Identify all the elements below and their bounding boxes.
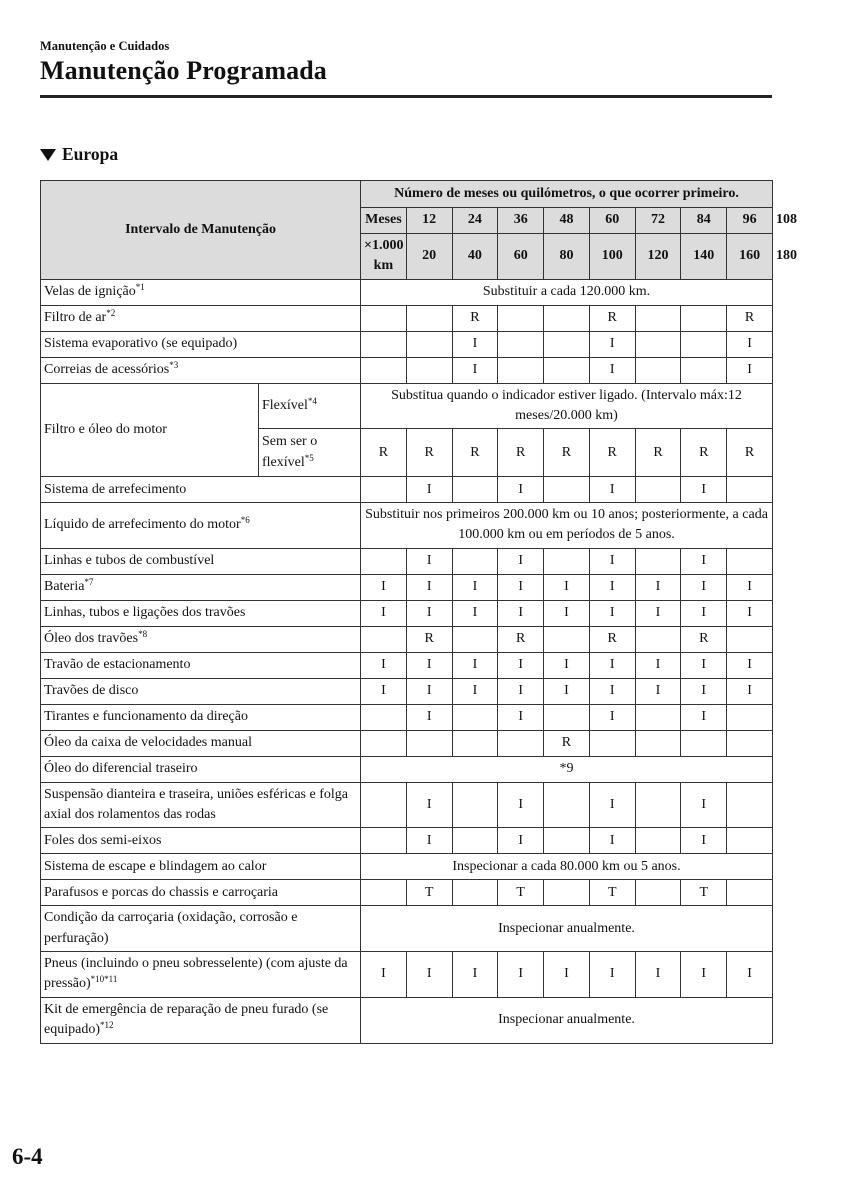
schedule-cell: I [635,574,681,600]
schedule-cell [635,626,681,652]
schedule-cell [635,880,681,906]
schedule-cell: I [589,678,635,704]
row-label-text: Tirantes e funcionamento da direção [44,709,248,725]
row-label-text: Bateria [44,579,85,595]
schedule-cell: R [544,429,590,477]
row-label-text: Líquido de arrefecimento do motor [44,517,241,533]
footnote-ref: *1 [135,281,145,292]
row-label-text: Condição da carroçaria (oxidação, corrosão e perfuração) [44,910,298,946]
row-label [41,383,259,477]
row-note: Inspecionar a cada 80.000 km ou 5 anos. [361,854,773,880]
schedule-cell [544,626,590,652]
row-label-text: Sem ser o flexível [262,434,318,470]
row-label-text: Sistema de escape e blindagem ao calor [44,858,267,874]
schedule-cell: I [361,600,407,626]
row-label-text: Suspensão dianteira e traseira, uniões esféricas e folga axial dos rolamentos das rodas [44,786,348,823]
region-label: Europa [62,144,119,164]
schedule-cell: I [589,477,635,503]
schedule-cell: I [452,600,498,626]
row-label-text: Velas de ignição [44,283,136,299]
schedule-cell: R [681,429,727,477]
schedule-cell: R [589,626,635,652]
row-label [41,997,361,1043]
schedule-cell: I [361,574,407,600]
months-col-header: 24 [452,208,498,234]
schedule-cell [361,828,407,854]
schedule-cell: I [406,574,452,600]
schedule-cell: I [727,600,773,626]
schedule-cell [544,704,590,730]
title-rule [40,95,772,98]
row-label-text: Foles dos semi-eixos [44,832,162,848]
km-col-header: 80 [544,234,590,280]
schedule-cell: I [406,704,452,730]
page-title: Manutenção Programada [40,56,327,85]
table-row [41,880,773,906]
interval-top-header: Número de meses ou quilómetros, o que ocorrer primeiro. [361,181,773,208]
schedule-cell [681,730,727,756]
table-row [41,782,773,828]
schedule-cell: I [406,828,452,854]
row-label-text: Filtro e óleo do motor [44,421,167,437]
row-label [41,357,361,383]
schedule-cell [361,357,407,383]
schedule-cell: I [727,357,773,383]
table-row [41,652,773,678]
schedule-cell [544,477,590,503]
schedule-cell [452,477,498,503]
row-label-text: Parafusos e porcas do chassis e carroçaria [44,884,279,900]
row-note: Substituir nos primeiros 200.000 km ou 10 anos; posteriormente, a cada 100.000 km ou em períodos de 5 anos. [361,503,773,549]
region-heading [40,144,118,165]
footnote-ref: *4 [307,395,317,406]
schedule-cell [406,331,452,357]
footnote-ref: *5 [304,452,314,463]
row-label-text: Filtro de ar [44,309,107,325]
schedule-cell [452,730,498,756]
table-row [41,331,773,357]
maintenance-table: Intervalo de Manutenção Número de meses ou quilómetros, o que ocorrer primeiro. Meses 12 24 36 48 60 72 84 96 108 ×1.000 km 20 40 60 80 100 120 140 160 180 Velas de ignição$^{*1}$ Substituir a cada 120.000 km. Filtro de $ar^{*2}$ R R R Sistema evaporativo (se equipado) I I I Correias de acessórios$^{*3}$ I I I Filtro e óleo do motor Flexível$^{*4}$ Substitua quando o indicador estiver ligado. (Intervalo máx:12 meses/20.000 km) Sem ser o flexível$^{*5}$ R R R R R R R R R Sistema de arrefecimento I I I I Líquido de arrefecimento do motor$^{*6}$ Substituir nos primeiros 200.000 km ou 10 anos; posteriormente, a cada 100.000 km ou em períodos de 5 anos. Linhas e tubos de combustível I I I I Bateria$^{*7}$ I I I I I I I I I Linhas, tubos e ligações dos travões I I I I I I I I I Óleo dos travões$^{*8}$ R R R R Travão de estacionamento I I I I I I I I I Travões de disco I I I I I I I I I Tirantes e funcionamento da direção I I I I Óleo da caixa de velocidades manual R Óleo do diferencial traseiro *9 Suspensão dianteira e traseira, uniões esféricas e folga axial dos rolamentos das rodas I I I I Foles dos semi-eixos I I I I Sistema de escape e blindagem ao calor Inspecionar a cada 80.000 km ou 5 anos. Parafusos e porcas do chassis e carroçaria T T T T Condição da carroçaria (oxidação, corrosão e perfuração) Inspecionar anualmente. Pneus (incluindo o pneu sobresselente) (com ajuste da pressão)$^{*10*11}$ I I I I I I I I I Kit de emergência de reparação de pneu furado (se equipado)$^{*12}$ Inspecionar anualmente. [40,180,773,1044]
schedule-cell: I [727,331,773,357]
row-label [41,951,361,997]
schedule-cell: I [635,678,681,704]
table-row [41,383,773,429]
schedule-cell: I [498,951,544,997]
row-label-text: Pneus (incluindo o pneu sobresselente) (com ajuste da pressão) [44,956,348,992]
table-row [41,678,773,704]
schedule-cell [635,548,681,574]
row-label [41,477,361,503]
row-label-text: Linhas e tubos de combustível [44,553,215,569]
row-label-text: Flexível [262,397,308,413]
schedule-cell: I [544,678,590,704]
schedule-cell: I [406,600,452,626]
schedule-cell [361,730,407,756]
row-label-text: Óleo dos travões [44,631,139,647]
schedule-cell: I [498,678,544,704]
row-label [41,626,361,652]
row-label [41,652,361,678]
table-row [41,854,773,880]
schedule-cell [498,305,544,331]
row-label [41,828,361,854]
schedule-cell [727,477,773,503]
schedule-cell: I [498,574,544,600]
schedule-cell: I [589,951,635,997]
row-label [41,678,361,704]
schedule-cell [635,782,681,828]
table-row [41,477,773,503]
schedule-cell: T [406,880,452,906]
schedule-cell: I [589,652,635,678]
schedule-cell: I [498,600,544,626]
schedule-cell: T [589,880,635,906]
schedule-cell [727,704,773,730]
row-label-text: Sistema de arrefecimento [44,481,187,497]
row-note: *9 [361,756,773,782]
sub-row-label [259,429,361,477]
schedule-cell: I [498,477,544,503]
km-col-header: 140 [681,234,727,280]
schedule-cell: I [589,600,635,626]
schedule-cell: R [406,626,452,652]
table-row [41,600,773,626]
row-label-text: Travão de estacionamento [44,657,191,673]
schedule-cell [635,331,681,357]
schedule-cell: I [452,951,498,997]
table-row [41,626,773,652]
schedule-cell [498,730,544,756]
table-row [41,305,773,331]
table-row [41,279,773,305]
schedule-cell [452,880,498,906]
schedule-cell [544,548,590,574]
schedule-cell [635,730,681,756]
page-number: 6-4 [12,1144,43,1169]
schedule-cell: I [681,704,727,730]
schedule-cell: I [727,951,773,997]
months-col-header: 84 [681,208,727,234]
footnote-ref: *10*11 [90,974,118,985]
schedule-cell: I [727,652,773,678]
schedule-cell: I [544,600,590,626]
schedule-cell: I [681,828,727,854]
months-col-header: 36 [498,208,544,234]
schedule-cell: R [544,730,590,756]
schedule-cell [544,828,590,854]
schedule-cell: I [635,652,681,678]
schedule-cell [498,357,544,383]
row-label [41,730,361,756]
row-label-text: Sistema evaporativo (se equipado) [44,335,238,351]
row-label [41,782,361,828]
table-row [41,704,773,730]
km-col-header: 40 [452,234,498,280]
schedule-cell: I [406,548,452,574]
schedule-cell: I [681,678,727,704]
schedule-cell [635,828,681,854]
km-col-header: 100 [589,234,635,280]
schedule-cell: I [361,652,407,678]
schedule-cell [361,704,407,730]
schedule-cell: R [635,429,681,477]
schedule-cell [544,357,590,383]
table-row [41,906,773,952]
schedule-cell [681,305,727,331]
schedule-cell [452,548,498,574]
schedule-cell: R [452,305,498,331]
schedule-cell: I [452,331,498,357]
schedule-cell [727,548,773,574]
km-col-header: 120 [635,234,681,280]
schedule-cell: T [498,880,544,906]
row-label-text: Óleo do diferencial traseiro [44,761,198,777]
row-label-text: Linhas, tubos e ligações dos travões [44,605,246,621]
row-label-text: Kit de emergência de reparação de pneu furado (se equipado) [44,1001,329,1038]
row-label [41,305,361,331]
schedule-cell: R [406,429,452,477]
schedule-cell [452,782,498,828]
months-col-header: 96 [727,208,773,234]
row-label-text: Travões de disco [44,683,139,699]
schedule-cell [727,782,773,828]
schedule-cell [361,626,407,652]
months-col-header: 12 [406,208,452,234]
row-note: Inspecionar anualmente. [361,906,773,952]
schedule-cell [498,331,544,357]
schedule-cell [406,305,452,331]
row-label-text: Correias de acessórios [44,361,170,377]
schedule-cell: I [544,951,590,997]
schedule-cell: I [589,828,635,854]
schedule-cell [635,357,681,383]
schedule-cell [406,357,452,383]
table-row [41,503,773,549]
schedule-cell: I [498,548,544,574]
km-label: ×1.000 km [361,234,407,280]
schedule-cell: I [406,652,452,678]
table-row [41,574,773,600]
schedule-cell [727,828,773,854]
schedule-cell [406,730,452,756]
schedule-cell: R [361,429,407,477]
schedule-cell: I [681,782,727,828]
schedule-cell [727,880,773,906]
schedule-cell: I [635,951,681,997]
schedule-cell: I [681,477,727,503]
schedule-cell: R [498,429,544,477]
schedule-cell: I [498,652,544,678]
km-col-header: 160 [727,234,773,280]
row-label [41,600,361,626]
schedule-cell [635,477,681,503]
row-label [41,574,361,600]
schedule-cell [727,730,773,756]
schedule-cell: I [406,782,452,828]
row-label [41,704,361,730]
schedule-cell [452,828,498,854]
schedule-cell: I [361,951,407,997]
schedule-cell [361,477,407,503]
schedule-cell [681,357,727,383]
schedule-cell [544,305,590,331]
schedule-cell [589,730,635,756]
months-col-header: 72 [635,208,681,234]
schedule-cell: I [406,951,452,997]
schedule-cell: I [452,678,498,704]
row-label [41,503,361,549]
schedule-cell: I [589,548,635,574]
schedule-cell [544,782,590,828]
schedule-cell [361,331,407,357]
row-note: Inspecionar anualmente. [361,997,773,1043]
footnote-ref: *7 [84,577,94,588]
row-label [41,854,361,880]
sub-row-label [259,383,361,429]
row-note: Substituir a cada 120.000 km. [361,279,773,305]
schedule-cell: R [452,429,498,477]
schedule-cell: I [681,548,727,574]
interval-header: Intervalo de Manutenção [41,181,361,280]
schedule-cell: I [452,357,498,383]
table-row [41,756,773,782]
schedule-cell: I [589,782,635,828]
table-row [41,357,773,383]
schedule-cell: I [544,574,590,600]
schedule-cell: I [589,704,635,730]
schedule-cell: I [498,704,544,730]
table-row [41,828,773,854]
row-label [41,279,361,305]
schedule-cell: I [589,357,635,383]
schedule-cell [727,626,773,652]
schedule-cell [681,331,727,357]
months-col-header: 48 [544,208,590,234]
schedule-cell: I [452,574,498,600]
schedule-cell: I [681,951,727,997]
km-col-header: 60 [498,234,544,280]
running-header: Manutenção e Cuidados [40,39,170,53]
schedule-cell: R [727,305,773,331]
schedule-cell [544,331,590,357]
footnote-ref: *8 [138,629,148,640]
schedule-cell [452,626,498,652]
schedule-cell [361,305,407,331]
schedule-cell: I [361,678,407,704]
schedule-cell: I [635,600,681,626]
schedule-cell: R [589,305,635,331]
months-col-header: 60 [589,208,635,234]
row-label [41,548,361,574]
schedule-cell: T [681,880,727,906]
schedule-cell: R [727,429,773,477]
schedule-cell: I [681,652,727,678]
footnote-ref: *6 [240,515,250,526]
schedule-cell [635,704,681,730]
footnote-ref: *12 [99,1020,114,1031]
months-label: Meses [361,208,407,234]
row-note: Substitua quando o indicador estiver ligado. (Intervalo máx:12 meses/20.000 km) [361,383,773,429]
schedule-cell: I [589,331,635,357]
schedule-cell: I [452,652,498,678]
schedule-cell: R [681,626,727,652]
table-row [41,997,773,1043]
schedule-cell: I [727,574,773,600]
footnote-ref: *2 [106,307,116,318]
footnote-ref: *3 [169,359,179,370]
row-label [41,756,361,782]
table-row [41,730,773,756]
schedule-cell: I [681,574,727,600]
triangle-down-icon [40,149,56,161]
schedule-cell: R [589,429,635,477]
row-label-text: Óleo da caixa de velocidades manual [44,735,252,751]
schedule-cell [361,782,407,828]
row-label [41,331,361,357]
km-col-header: 20 [406,234,452,280]
schedule-cell: I [681,600,727,626]
schedule-cell [361,548,407,574]
row-label [41,880,361,906]
schedule-cell: I [589,574,635,600]
schedule-cell: R [498,626,544,652]
row-label [41,906,361,952]
schedule-cell: I [498,782,544,828]
table-row [41,951,773,997]
table-row [41,548,773,574]
schedule-cell: I [406,678,452,704]
schedule-cell: I [498,828,544,854]
schedule-cell [544,880,590,906]
schedule-cell [361,880,407,906]
schedule-cell: I [406,477,452,503]
schedule-cell [452,704,498,730]
schedule-cell: I [727,678,773,704]
schedule-cell [635,305,681,331]
schedule-cell: I [544,652,590,678]
